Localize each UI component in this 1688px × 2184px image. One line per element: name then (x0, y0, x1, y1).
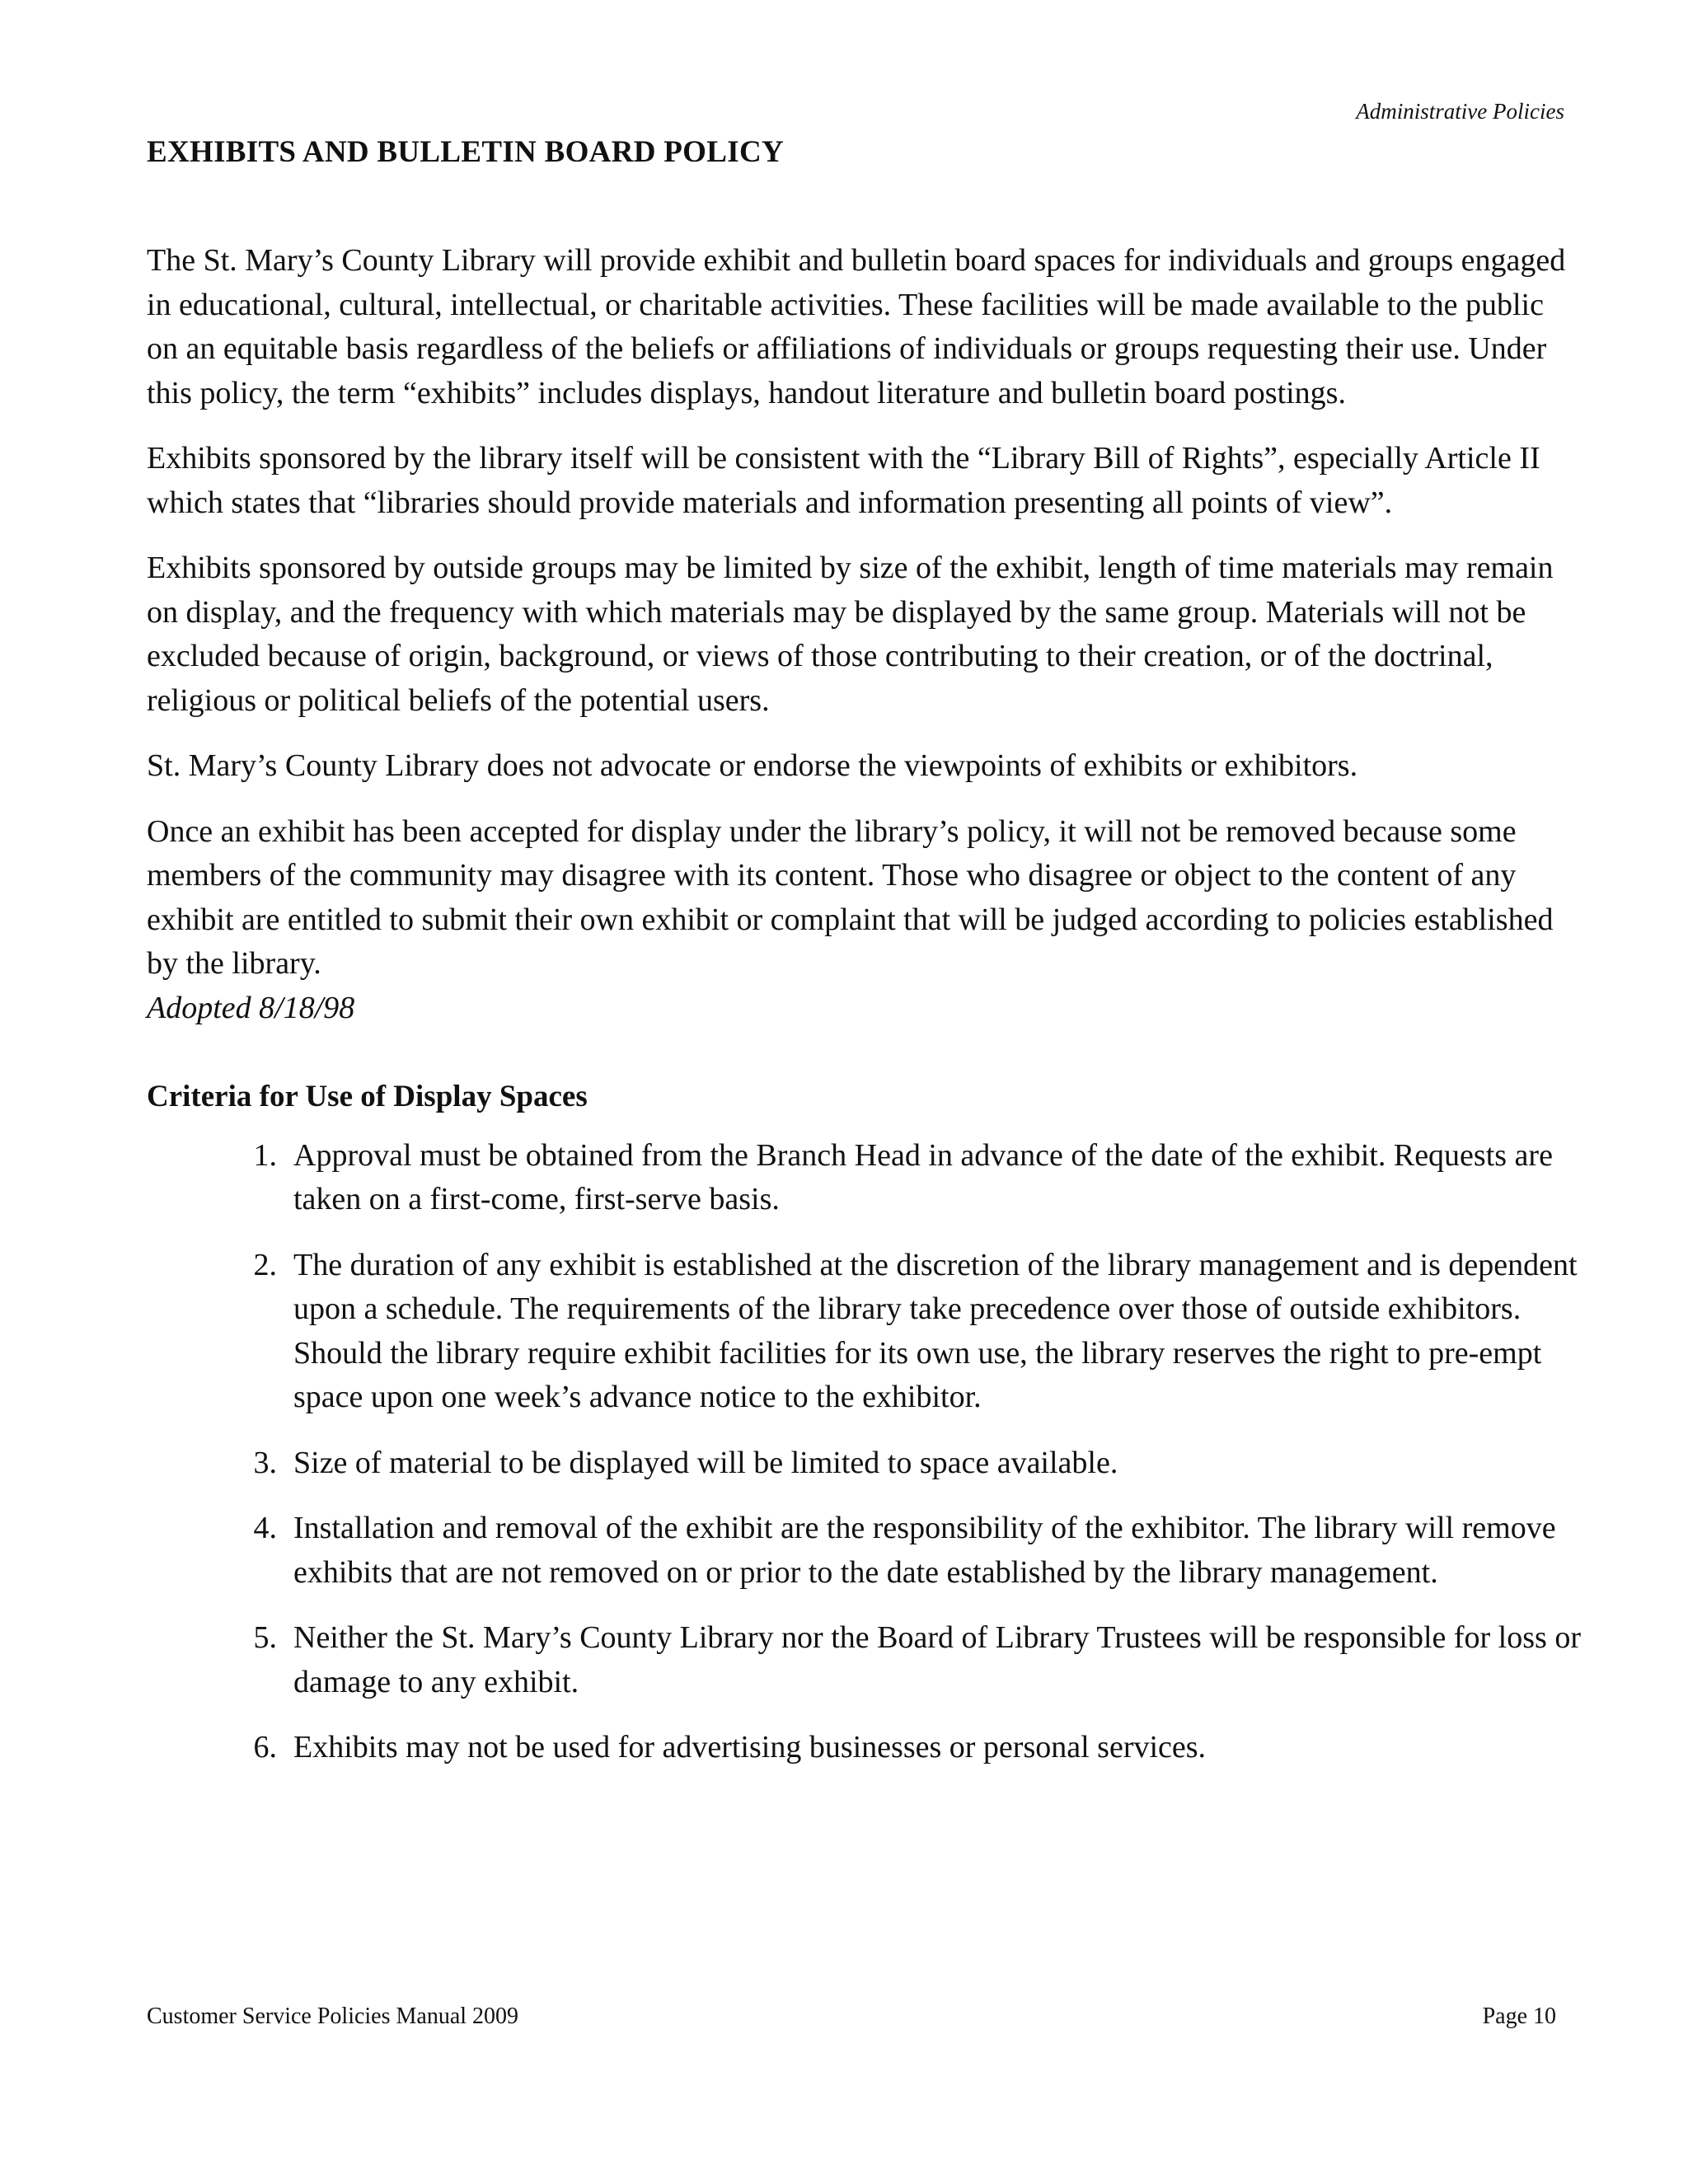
list-item (147, 1244, 1581, 1420)
list-item (147, 1616, 1581, 1704)
list-item-number: 2. (253, 1247, 277, 1282)
list-item-text: Neither the St. Mary’s County Library nor the Board of Library Trustees will be responsible for loss or damage to any exhibit. (293, 1620, 1581, 1699)
page-number: Page 10 (1482, 2004, 1556, 2029)
list-item-number: 1. (253, 1137, 277, 1173)
running-header: Administrative Policies (1356, 99, 1564, 124)
paragraph-library-exhibits: Exhibits sponsored by the library itself will be consistent with the “Library Bill of Rights”, especially Article II which states that “libraries should provide materials and information presenting all points of view”. (147, 441, 1540, 520)
list-item (147, 1441, 1581, 1486)
list-item-number: 6. (253, 1730, 277, 1765)
list-item-text: Size of material to be displayed will be limited to space available. (293, 1445, 1118, 1480)
document-body (147, 239, 1581, 1792)
list-item (147, 1507, 1581, 1595)
criteria-heading: Criteria for Use of Display Spaces (147, 1080, 588, 1113)
paragraph-removal: Once an exhibit has been accepted for display under the library’s policy, it will not be removed because some members of the community may disagree with its content. Those who disagree or object to the content of any exhibit are entitled to submit their own exhibit or complaint that will be judged according to policies established by the library. (147, 813, 1554, 981)
footer-manual-title: Customer Service Policies Manual 2009 (147, 2004, 519, 2029)
paragraph-no-endorsement: St. Mary’s County Library does not advocate or endorse the viewpoints of exhibits or exhibitors. (147, 748, 1358, 783)
list-item-text: Exhibits may not be used for advertising businesses or personal services. (293, 1730, 1207, 1765)
list-item-text: Approval must be obtained from the Branch Head in advance of the date of the exhibit. Requests are taken on a first-come, first-serve basis. (293, 1137, 1553, 1216)
list-item-number: 5. (253, 1620, 277, 1655)
list-item-number: 4. (253, 1511, 277, 1545)
paragraph-outside-groups: Exhibits sponsored by outside groups may be limited by size of the exhibit, length of time materials may remain on display, and the frequency with which materials may be displayed by the same group. Materials will not be excluded because of origin, background, or views of those contributing to their creation, or of the doctrinal, religious or political beliefs of the potential users. (147, 551, 1554, 718)
list-item-text: The duration of any exhibit is established at the discretion of the library management and is dependent upon a schedule. The requirements of the library take precedence over those of outside exhibitors. Should the library require exhibit facilities for its own use, the library reserves the right to pre-empt space upon one week’s advance notice to the exhibitor. (293, 1247, 1578, 1414)
paragraph-intro: The St. Mary’s County Library will provide exhibit and bulletin board spaces for individuals and groups engaged in educational, cultural, intellectual, or charitable activities. These facilities will be made available to the public on an equitable basis regardless of the beliefs or affiliations of individuals or groups requesting their use. Under this policy, the term “exhibits” includes displays, handout literature and bulletin board postings. (147, 243, 1566, 410)
list-item-text: Installation and removal of the exhibit are the responsibility of the exhibitor. The library will remove exhibits that are not removed on or prior to the date established by the library management. (293, 1511, 1556, 1590)
list-item-number: 3. (253, 1445, 277, 1480)
page-title: EXHIBITS AND BULLETIN BOARD POLICY (147, 135, 784, 169)
list-item (147, 1726, 1581, 1770)
list-item (147, 1134, 1581, 1222)
adopted-date: Adopted 8/18/98 (147, 990, 355, 1025)
criteria-list (147, 1134, 1581, 1770)
